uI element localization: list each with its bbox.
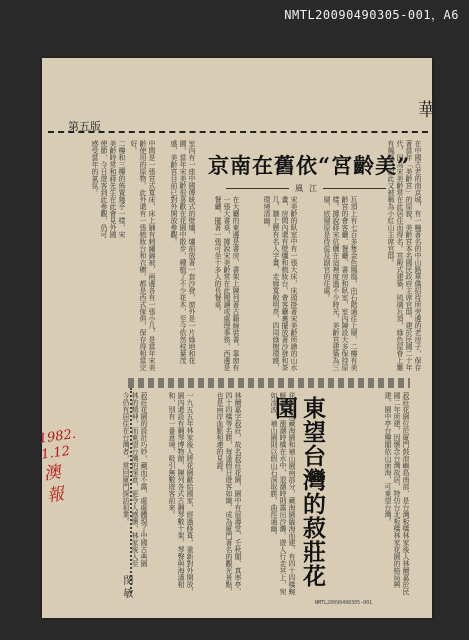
article2-column-c: 林爾嘉字菽莊，故名菽莊花園，園中有眉壽堂、壬秋閣、真率亭、四十四橋等名勝，每逢假日遊客如織，成為廈門著名的觀光景點，也是兩岸血脈相連的見證。: [216, 392, 242, 595]
article2-author: 閔敏: [121, 575, 132, 601]
article2-column-d: 一九五五年林家後人將花園獻給國家，經過修葺，重新對外開放，園內還設有鋼琴博物館，陳列各式古鋼琴數十架，琴聲與海濤相和，別有一番意境，吸引無數遊客前來。: [168, 392, 194, 595]
handwritten-source-1: 澳: [42, 462, 63, 485]
handwritten-source-2: 報: [45, 484, 66, 507]
decorative-border-horizontal: [128, 378, 410, 388]
article1-column-a: 在中國古老的南京城，有一幢著名的中山路華僑招待所旁邊的老房子，保存著當年「美齡宮」的原貌。美齡宮本名國民政府主席官邸，建於民國二十年代，因為宋美齡常在此居住而得名。宮殿式建築，琉璃瓦頂，綠色屋脊上雕有鳳凰，因此又被稱為小紅山主席官邸。: [387, 140, 422, 371]
article2-column-a: 菽莊花園位於廈門鼓浪嶼島南部，是台灣板橋林家後人林爾嘉於民國二年所建，因懷念台灣故居，特仿台北板橋林家花園的格局興建，園中亭台樓閣依山面海，可東望台灣。: [384, 392, 410, 595]
article1-column-d: 在大廳的東邊是書房，書架上陳列著古籍線裝書，靠窗有一張大書桌，據說宋美齡常在此閱讀或處理事務，西邊是餐廳，擺著一張可坐十多人的長餐桌。: [214, 196, 240, 371]
byline-author: 風: [295, 183, 303, 193]
byline-char: 江: [309, 183, 317, 193]
article1-column-g: 二樓和三樓的佈置幾乎一樣，宋美齡時常和蔣先生在此會見外國使節，今日遊客到此參觀，仍可感受當年的氣氛。: [91, 140, 126, 238]
archive-stamp-id: NMTL20090490305-001: [315, 600, 373, 606]
byline-rule-left: [226, 188, 289, 189]
handwritten-date: 1.12: [40, 443, 71, 463]
article2-title: 東望台灣的菽莊花園: [271, 396, 326, 588]
article2-column-b: 花園分為藏海園和補山園兩部分，藏海園臨海而建，有四十四橋蜿蜒海上，漲潮時橋在水中，退潮時則露出沙灘，遊人行走其上，宛如凌波，補山園則以假山石洞取勝，曲徑通幽。: [270, 392, 296, 595]
article1-title: 京南在舊依“宮齡美”: [208, 153, 411, 178]
article1-column-f: 中間是一張宮式寬床，床上鋪有刺繡錦被，兩邊各有一張小几，是當年宋美齡使用的原物，此外還有一張梳妝台和衣櫥，都是西式傢俱，保存得相當完好。: [130, 140, 156, 371]
handwritten-year: 1982.: [38, 426, 77, 447]
masthead-glyph: 華: [418, 100, 436, 121]
article1-column-b: 瓦頂上有七百多隻金色鳳凰，由石階通往上層，二樓有美齡宮的會客廳、餐廳、書房和臥室，室內陳設大多保持原樣。據說蔣宋伉儷在這裡度過不少時光，美齡宮建築為三層，底層原是侍從及副官的住處。: [323, 196, 358, 371]
article1-column-e: 室內有一座中國傳統式的壁爐，爐前放著一套沙發，窗外是一片綠地和花圃，當年宋美齡很喜歡在花園中散步，種植了不少花木，至今依然枝葉茂盛，美齡宮目前已對外開放參觀。: [170, 140, 196, 364]
page-label: 第五版: [68, 120, 101, 133]
article1-column-c: 宋美齡的臥室中有一張大床，床頭掛著宋美齡所繪的山水畫，房間內還有壁爐和梳妝台，會客廳裏擺放著沙發和茶几，牆上懸有名人字畫，走廊寬敞明亮，四周綠樹環繞，環境清幽。: [263, 196, 298, 371]
header-rule: [48, 131, 428, 133]
document-id: NMTL20090490305-001，A6: [284, 8, 459, 22]
article2-column-e: 菽莊花園的設計巧妙，藏而不露，處處體現了中國古典園林的精神，而東望台灣的深意，更令人感懷，林家後人至今仍有居住在台灣者，常回廈門探訪祖業。: [122, 392, 148, 567]
